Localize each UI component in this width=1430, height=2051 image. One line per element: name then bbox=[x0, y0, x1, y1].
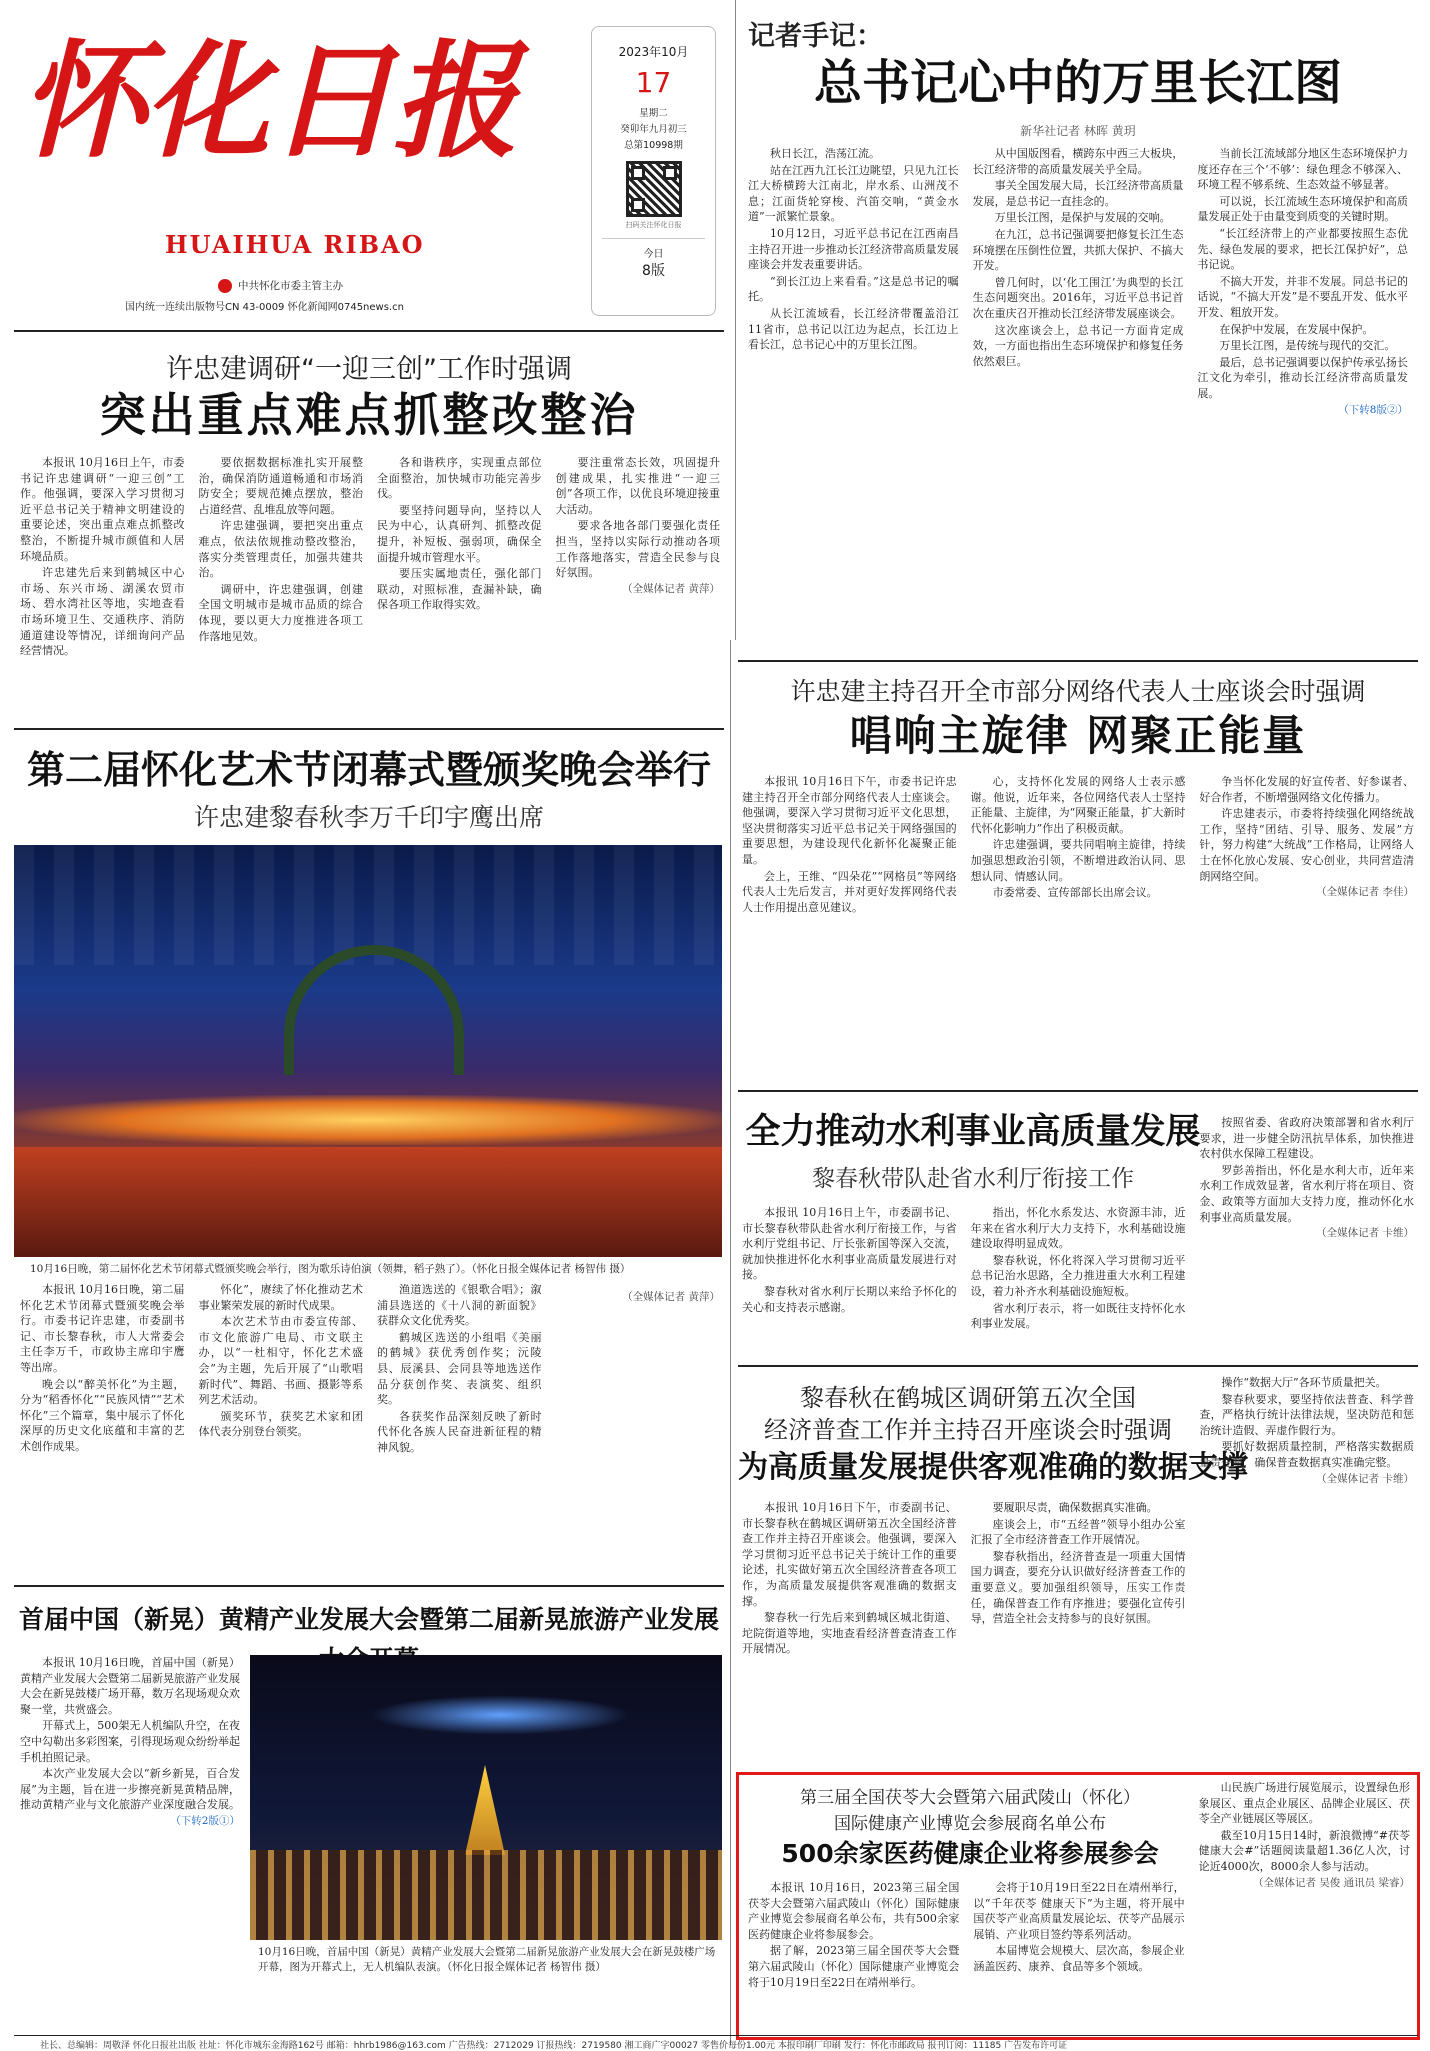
date-day: 17 bbox=[635, 66, 672, 99]
a1-col-3: 各和谐秩序，实现重点部位全面整治，加快城市功能完善步伐。 要坚持问题导向，坚持以人民为中心，认真研判、抓整改促提升，补短板、强弱项，确保全面提升城市管理水平。 要压实属地责任，强化部门联动，对照标准，查漏补缺，确保各项工作取得实效。 bbox=[377, 456, 542, 612]
a6-headline: 首届中国（新晃）黄精产业发展大会暨第二届新晃旅游产业发展 bbox=[18, 1605, 719, 1634]
date-year-month: 2023年10月 bbox=[618, 45, 689, 59]
a6-body bbox=[20, 1655, 240, 1980]
a6-continued-link[interactable]: （下转2版①） bbox=[170, 1814, 240, 1827]
a5-headline: 为高质量发展提供客观准确的数据支撑 bbox=[738, 1450, 1248, 1485]
lead-col-2: 从中国版图看，横跨东中西三大板块，长江经济带的高质量发展关乎全局。 事关全国发展大局，长江经济带高质量发展，是总书记一直挂念的。 万里长江图，是保护与发展的交响。 在九江，总书记强调要把修复长江生态环境摆在压倒性位置，共抓大保护、不搞大开发。 曾几何时，以‘化工围江’为典型的长江生态问题突出。2016年，习近平总书记首次在重庆召开推动长江经济带发展座谈会。 这次座谈会上，总书记一方面肯定成效，一方面也指出生态环境保护和修复任务依然艰巨。 bbox=[972, 147, 1184, 368]
a4-col-3: 按照省委、省政府决策部署和省水利厅要求，进一步健全防汛抗旱体系，加快推进农村供水保障工程建设。 罗彭善指出，怀化是水利大市，近年来水利工作成效显著，省水利厅将在项目、资金、政策等方面加大支持力度，推动怀化水利事业高质量发展。 （全媒体记者 卡维） bbox=[1199, 1115, 1414, 1355]
a3-photo-caption: 10月16日晚，第二届怀化艺术节闭幕式暨颁奖晚会举行，图为歌乐诗伯演（领舞，稻子熟了）。（怀化日报全媒体记者 杨智伟 摄） bbox=[30, 1263, 631, 1275]
a5-col-3: 操作“数据大厅”各环节质量把关。 黎春秋要求，要坚持依法普查、科学普查，严格执行统计法律法规，坚决防范和惩治统计造假、弄虚作假行为。 要抓好数据质量控制，严格落实数据质量责任制，确保普查数据真实准确完整。 （全媒体记者 卡维） bbox=[1199, 1375, 1414, 1760]
a2-byline: （全媒体记者 李佳） bbox=[1316, 886, 1414, 899]
a3-body bbox=[20, 1282, 720, 1572]
sponsor-line: 中共怀化市委主管主办 bbox=[218, 278, 343, 293]
a5-col-1: 本报讯 10月16日下午，市委副书记、市长黎春秋在鹤城区调研第五次全国经济普查工作并主持召开座谈会。他强调，要深入学习贯彻习近平总书记关于统计工作的重要论述，扎实做好第五次全国经济普查各项工作，为高质量发展提供客观准确的数据支撑。 黎春秋一行先后来到鹤城区城北街道、坨院街道等地，实地查看经济普查清查工作开展情况。 bbox=[742, 1501, 957, 1656]
a5-byline: （全媒体记者 卡维） bbox=[1316, 1472, 1414, 1485]
a4-byline: （全媒体记者 卡维） bbox=[1316, 1227, 1414, 1240]
page-count: 8版 bbox=[642, 263, 665, 279]
a3-col-1: 本报讯 10月16日晚，第二届怀化艺术节闭幕式暨颁奖晚会举行。市委书记许忠建，市委副书记、市长黎春秋，市人大常委会主任李万千，市政协主席印宇鹰等出席。 晚会以“醉美怀化”为主题，分为“稻香怀化”“民族风情”“艺术怀化”三个篇章，集中展示了怀化深厚的历史文化底蕴和丰富的艺术创作成果。 bbox=[20, 1283, 185, 1453]
a4-col-1: 本报讯 10月16日上午，市委副书记、市长黎春秋带队赴省水利厅衔接工作，与省水利厅党组书记、厅长张新国等深入交流，就加快推进怀化水利事业高质量发展进行对接。 黎春秋对省水利厅长期以来给予怀化的关心和支持表示感谢。 bbox=[742, 1206, 957, 1314]
a2-body bbox=[742, 774, 1414, 1074]
a1-byline: （全媒体记者 黄萍） bbox=[622, 582, 720, 595]
a4-subheadline: 黎春秋带队赴省水利厅衔接工作 bbox=[812, 1166, 1134, 1192]
a7-kicker-2: 国际健康产业博览会参展商名单公布 bbox=[834, 1814, 1106, 1834]
a6-night-photo bbox=[250, 1655, 722, 1940]
masthead-logo bbox=[20, 26, 580, 201]
a2-col-2: 心，支持怀化发展的网络人士表示感谢。他说，近年来，各位网络代表人士坚持正能量、主旋律，为“网聚正能量，扩大新时代怀化影响力”作出了积极贡献。 许忠建强调，要共同唱响主旋律，持续加强思想政治引领，不断增进政治认同、思想认同、情感认同。 市委常委、宣传部部长出席会议。 bbox=[970, 775, 1186, 900]
a6-photo-caption: 10月16日晚，首届中国（新晃）黄精产业发展大会暨第二届新晃旅游产业发展大会在新晃鼓楼广场开幕，图为开幕式上，无人机编队表演。（怀化日报全媒体记者 杨智伟 摄） bbox=[258, 1946, 716, 1973]
a3-subheadline: 许忠建黎春秋李万千印宇鹰出席 bbox=[193, 803, 544, 832]
a1-kicker: 许忠建调研“一迎三创”工作时强调 bbox=[166, 354, 572, 385]
issue-number: 总第10998期 bbox=[624, 140, 683, 151]
a7-byline: （全媒体记者 吴俊 通讯员 梁睿） bbox=[1252, 1876, 1410, 1889]
a4-headline: 全力推动水利事业高质量发展 bbox=[745, 1112, 1201, 1152]
lead-col-3: 当前长江流域部分地区生态环境保护力度还存在三个‘不够’：绿色理念不够深入、环境工程不够系统、生态效益不够显著。 可以说，长江流域生态环境保护和高质量发展正处于由量变到质变的关键时期。 “长江经济带上的产业都要按照生态优先、绿色发展的要求，把长江保护好”，总书记说。 不搞大开发，并非不发展。同总书记的话说，“不搞大开发”是不要乱开发、低水平开发、粗放开发。 在保护中发展，在发展中保护。 万里长江图，是传统与现代的交汇。 最后，总书记强调要以保护传承弘扬长江文化为牵引，推动长江经济带高质量发展。 （下转8版②） bbox=[1197, 146, 1408, 633]
a1-body bbox=[20, 455, 720, 710]
a1-col-2: 要依据数据标准扎实开展整治，确保消防通道畅通和市场消防安全；要规范摊点摆放，整治占道经营、乱堆乱放等问题。 许忠建强调，要把突出重点难点，依法依规推动整改整治，落实分类管理责任，加强共建共治。 调研中，许忠建强调，创建全国文明城市是城市品质的综合体现，要以更大力度推进各项工作落地见效。 bbox=[198, 456, 363, 643]
date-box bbox=[591, 26, 716, 316]
a3-stage-photo bbox=[14, 845, 722, 1257]
a6-col-1: 本报讯 10月16日晚，首届中国（新晃）黄精产业发展大会暨第二届新晃旅游产业发展大会在新晃鼓楼广场开幕，数万名现场观众欢聚一堂，共赏盛会。 开幕式上，500架无人机编队升空，在夜空中勾勒出多彩图案，引得现场观众纷纷举起手机拍照记录。 本次产业发展大会以“新乡新晃，百合发展”为主题，旨在进一步擦亮新晃黄精品牌，推动黄精产业与文化旅游产业深度融合发展。 （下转2版①） bbox=[20, 1655, 240, 1980]
lunar-date: 癸卯年九月初三 bbox=[620, 124, 687, 135]
lead-col-1: 秋日长江，浩荡江流。 站在江西九江长江边眺望，只见九江长江大桥横跨大江南北，岸水系、山洲茂不息；江面货轮穿梭、汽笛交响，“黄金水道”一派繁忙景象。 10月12日，习近平总书记在江西南昌主持召开进一步推动长江经济带高质量发展座谈会并发表重要讲话。 “到长江边上来看看。”这是总书记的嘱托。 从长江流域看，长江经济带覆盖沿江11省市，总书记以江边为起点，长江边上看长江，总书记心中的万里长江图。 bbox=[748, 147, 959, 352]
a2-col-3: 争当怀化发展的好宣传者、好参谋者、好合作者，不断增强网络文化传播力。 许忠建表示，市委将持续强化网络统战工作，坚持“团结、引导、服务、发展”方针，努力构建“大统战”工作格局，让网络人士在怀化放心发展、安心创业，共同营造清朗网络空间。 （全媒体记者 李佳） bbox=[1199, 774, 1414, 1074]
a2-kicker: 许忠建主持召开全市部分网络代表人士座谈会时强调 bbox=[790, 677, 1366, 706]
footer-imprint: 社长、总编辑：周敬泽 怀化日报社出版 社址：怀化市城东金海路162号 邮箱：hhrb1986@163.com 广告热线：2712029 订报热线：2719580 湘工商广字00027 零售价每份1.00元 本报印刷厂印刷 发行：怀化市邮政局 报刊订阅：11185 广告发布许可证 bbox=[40, 2041, 1068, 2051]
a3-col-2: 怀化”，赓续了怀化推动艺术事业繁荣发展的新时代成果。 本次艺术节由市委宣传部、市文化旅游广电局、市文联主办，以“一杜相守，怀化艺术盛会”为主题，先后开展了“山歌唱新时代”、舞蹈、书画、摄影等系列艺术活动。 颁奖环节，获奖艺术家和团体代表分别登台领奖。 bbox=[198, 1283, 363, 1439]
qr-code[interactable] bbox=[626, 161, 682, 217]
a1-col-1: 本报讯 10月16日上午，市委书记许忠建调研“一迎三创”工作。他强调，要深入学习贯彻习近平总书记关于精神文明建设的重要论述，突出重点难点抓整改整治，不断提升城市颜值和人居环境品质。 许忠建先后来到鹤城区中心市场、东兴市场、湖溪农贸市场、碧水湾社区等地，实地查看市场环境卫生、交通秩序、消防通道建设等情况，详细询问产品经营情况。 bbox=[20, 456, 185, 658]
a3-col-3: 渔道选送的《银歌合唱》；溆浦县选送的《十八洞的新面貌》获群众文化优秀奖。 鹤城区选送的小组唱《美丽的鹤城》获优秀创作奖；沅陵县、辰溪县、会同县等地选送作品分获创作奖、表演奖、组织奖。 各获奖作品深刻反映了新时代怀化各族人民奋进新征程的精神风貌。 bbox=[377, 1283, 542, 1454]
lead-headline: 总书记心中的万里长江图 bbox=[813, 55, 1342, 111]
a2-col-1: 本报讯 10月16日下午，市委书记许忠建主持召开全市部分网络代表人士座谈会。他强调，要深入学习贯彻习近平文化思想，坚决贯彻落实习近平总书记关于网络强国的重要思想，为建设现代化新怀化凝聚正能量。 会上，王维、“四朵花”“网格员”等网络代表人士先后发言，并对更好发挥网络代表人士作用提出意见建议。 bbox=[742, 775, 957, 914]
a1-headline: 突出重点难点抓整改整治 bbox=[99, 388, 639, 442]
a7-col-1: 本报讯 10月16日，2023第三届全国茯苓大会暨第六届武陵山（怀化）国际健康产业博览会参展商名单公布，共有500余家医药健康企业将参展参会。 据了解，2023第三届全国茯苓大会暨第六届武陵山（怀化）国际健康产业博览会将于10月19日至22日在靖州举行。 bbox=[748, 1881, 960, 1989]
a7-col-2: 会将于10月19日至22日在靖州举行，以“千年茯苓 健康天下”为主题，将开展中国茯苓产业高质量发展论坛、茯苓产品展示展销、产业项目签约等系列活动。 本届博览会规模大、层次高，参展企业涵盖医药、康养、食品等多个领域。 bbox=[973, 1881, 1185, 1973]
a5-col-2: 要履职尽责，确保数据真实准确。 座谈会上，市“五经普”领导小组办公室汇报了全市经济普查工作开展情况。 黎春秋指出，经济普查是一项重大国情国力调查，要充分认识做好经济普查工作的重要意义。要加强组织领导，压实工作责任，确保普查工作有序推进；要强化宣传引导，营造全社会支持参与的良好氛围。 bbox=[970, 1501, 1186, 1626]
a2-headline: 唱响主旋律 网聚正能量 bbox=[849, 711, 1307, 760]
a7-headline: 500余家医药健康企业将参展参会 bbox=[781, 1839, 1159, 1868]
party-emblem-icon bbox=[218, 279, 232, 293]
a7-body bbox=[748, 1781, 1410, 2030]
a3-col-4 bbox=[556, 1282, 721, 1572]
qr-note: 扫码关注怀化日报 bbox=[625, 221, 682, 229]
lead-byline: 新华社记者 林晖 黄玥 bbox=[1020, 124, 1136, 138]
a7-col-3: 山民族广场进行展览展示，设置绿色形象展区、重点企业展区、品牌企业展区、茯苓全产业链展区等展区。 截至10月15日14时，新浪微博“#茯苓健康大会#”话题阅读量超1.36亿人次，讨论近4000次，8000余人参与活动。 （全媒体记者 吴俊 通讯员 梁睿） bbox=[1199, 1780, 1410, 2030]
a3-headline: 第二届怀化艺术节闭幕式暨颁奖晚会举行 bbox=[26, 748, 711, 792]
a3-byline: （全媒体记者 黄萍） bbox=[622, 1291, 720, 1303]
lead-body bbox=[748, 146, 1408, 633]
lead-kicker: 记者手记： bbox=[748, 21, 883, 52]
weekday: 星期二 bbox=[639, 108, 668, 119]
lead-continued-link[interactable]: （下转8版②） bbox=[1338, 403, 1408, 416]
masthead-pinyin: HUAIHUA RIBAO bbox=[165, 230, 425, 259]
a7-kicker-1: 第三届全国茯苓大会暨第六届武陵山（怀化） bbox=[800, 1788, 1140, 1808]
registration-line: 国内统一连续出版物号CN 43-0009 怀化新闻网0745news.cn bbox=[125, 302, 404, 313]
a5-kicker-2: 经济普查工作并主持召开座谈会时强调 bbox=[764, 1416, 1172, 1444]
masthead-title: 怀化日报 bbox=[20, 27, 516, 175]
today-label: 今日 bbox=[643, 249, 664, 260]
a4-col-2: 指出，怀化水系发达、水资源丰沛，近年来在省水利厅大力支持下，水利基础设施建设取得明显成效。 黎春秋说，怀化将深入学习贯彻习近平总书记治水思路，全力推进重大水利工程建设，着力补齐水利基础设施短板。 省水利厅表示，将一如既往支持怀化水利事业发展。 bbox=[970, 1206, 1186, 1331]
a5-kicker-1: 黎春秋在鹤城区调研第五次全国 bbox=[800, 1384, 1136, 1412]
a1-col-4: 要注重常态长效，巩固提升创建成果，扎实推进“一迎三创”各项工作，以优良环境迎接重大活动。 要求各地各部门要强化责任担当，坚持以实际行动推动各项工作落地落实，营造全民参与良好氛围。 （全媒体记者 黄萍） bbox=[556, 455, 721, 710]
